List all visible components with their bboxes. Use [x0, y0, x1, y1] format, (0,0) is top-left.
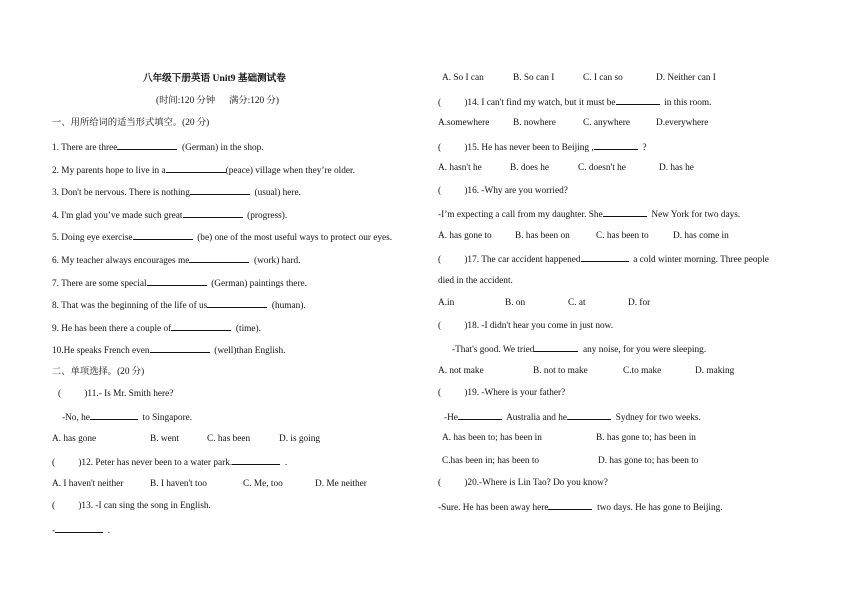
question-18-stem: ( )18. -I didn't hear you come in just now.	[438, 321, 614, 331]
exam-meta: (时间:120 分钟 满分:120 分)	[156, 96, 279, 106]
q15-option-a[interactable]: A. hasn't he	[438, 163, 482, 173]
q15-option-b[interactable]: B. does he	[510, 163, 549, 173]
q17-option-a[interactable]: A.in	[438, 298, 455, 308]
section2-heading: 二、单项选择。(20 分)	[52, 367, 145, 377]
question-2: 2. My parents hope to live in a (peace) village when they’re older.	[52, 163, 355, 177]
answer-blank[interactable]	[133, 230, 193, 240]
q17-option-c[interactable]: C. at	[568, 298, 586, 308]
answer-blank[interactable]	[90, 410, 138, 420]
answer-blank[interactable]	[183, 208, 243, 218]
q11-option-b[interactable]: B. went	[150, 434, 179, 444]
q11-option-d[interactable]: D. is going	[279, 434, 321, 444]
answer-blank[interactable]	[55, 523, 103, 533]
q18-option-a[interactable]: A. not make	[438, 366, 484, 376]
answer-blank[interactable]	[534, 342, 578, 352]
q12-option-c[interactable]: C. Me, too	[243, 479, 283, 489]
question-20-line2: -Sure. He has been away here two days. He has gone to Beijing.	[438, 500, 723, 514]
q14-option-d[interactable]: D.everywhere	[656, 118, 709, 128]
question-6: 6. My teacher always encourages me (work) hard.	[52, 253, 300, 267]
q18-option-b[interactable]: B. not to make	[533, 366, 588, 376]
question-11-stem: ( )11.- Is Mr. Smith here?	[58, 389, 174, 399]
q13-option-d[interactable]: D. Neither can I	[656, 73, 716, 83]
q12-option-b[interactable]: B. I haven't too	[150, 479, 207, 489]
q13-option-b[interactable]: B. So can I	[513, 73, 555, 83]
question-17-stem: ( )17. The car accident happened a cold winter morning. Three people	[438, 252, 769, 266]
answer-blank[interactable]	[616, 95, 660, 105]
question-13-stem: ( )13. -I can sing the song in English.	[52, 501, 211, 511]
q15-option-d[interactable]: D. has he	[659, 163, 694, 173]
question-14-stem: ( )14. I can't find my watch, but it must be in this room.	[438, 95, 711, 109]
answer-blank[interactable]	[567, 410, 611, 420]
q18-option-c[interactable]: C.to make	[623, 366, 662, 376]
q11-option-a[interactable]: A. has gone	[52, 434, 97, 444]
answer-blank[interactable]	[594, 140, 638, 150]
q17-option-b[interactable]: B. on	[505, 298, 526, 308]
answer-blank[interactable]	[207, 298, 267, 308]
q14-option-a[interactable]: A.somewhere	[438, 118, 490, 128]
q19-option-d[interactable]: D. has gone to; has been to	[598, 456, 699, 466]
q15-option-c[interactable]: C. doesn't he	[578, 163, 626, 173]
question-17-line2: died in the accident.	[438, 276, 513, 286]
question-1: 1. There are three (German) in the shop.	[52, 140, 264, 154]
answer-blank[interactable]	[166, 163, 226, 173]
q16-option-c[interactable]: C. has been to	[596, 231, 649, 241]
answer-blank[interactable]	[548, 500, 592, 510]
question-19-line2: -He Australia and he Sydney for two weeks.	[444, 410, 701, 424]
q16-option-a[interactable]: A. has gone to	[438, 231, 492, 241]
question-18-line2: -That's good. We tried any noise, for you were sleeping.	[452, 342, 706, 356]
answer-blank[interactable]	[189, 253, 249, 263]
q14-option-c[interactable]: C. anywhere	[583, 118, 630, 128]
q16-option-d[interactable]: D. has come in	[673, 231, 729, 241]
question-5: 5. Doing eye exercise (be) one of the most useful ways to protect our eyes.	[52, 230, 392, 244]
answer-blank[interactable]	[171, 321, 231, 331]
question-20-stem: ( )20.-Where is Lin Tao? Do you know?	[438, 478, 608, 488]
q16-option-b[interactable]: B. has been on	[515, 231, 570, 241]
question-4: 4. I'm glad you’ve made such great (progress).	[52, 208, 287, 222]
page-title: 八年级下册英语 Unit9 基础测试卷	[143, 73, 286, 84]
question-19-stem: ( )19. -Where is your father?	[438, 388, 566, 398]
q13-option-a[interactable]: A. So I can	[442, 73, 484, 83]
q19-option-c[interactable]: C.has been in; has been to	[442, 456, 540, 466]
q18-option-d[interactable]: D. making	[695, 366, 735, 376]
answer-blank[interactable]	[232, 455, 280, 465]
question-7: 7. There are some special (German) paintings there.	[52, 276, 307, 290]
question-3: 3. Don't be nervous. There is nothing (usual) here.	[52, 185, 301, 199]
question-16-line2: -I’m expecting a call from my daughter. She New York for two days.	[438, 207, 740, 221]
question-9: 9. He has been there a couple of (time).	[52, 321, 261, 335]
question-12-stem: ( )12. Peter has never been to a water park. .	[52, 455, 287, 469]
q17-option-d[interactable]: D. for	[628, 298, 651, 308]
section1-heading: 一、用所给词的适当形式填空。(20 分)	[52, 118, 210, 128]
q12-option-d[interactable]: D. Me neither	[315, 479, 367, 489]
answer-blank[interactable]	[190, 185, 250, 195]
answer-blank[interactable]	[150, 343, 210, 353]
answer-blank[interactable]	[147, 276, 207, 286]
question-11-line2: -No, he to Singapore.	[62, 410, 192, 424]
question-15-stem: ( )15. He has never been to Beijing , ?	[438, 140, 646, 154]
question-13-line2: - .	[52, 523, 110, 537]
q12-option-a[interactable]: A. I haven't neither	[52, 479, 124, 489]
answer-blank[interactable]	[603, 207, 647, 217]
q19-option-b[interactable]: B. has gone to; has been in	[596, 433, 696, 443]
q14-option-b[interactable]: B. nowhere	[513, 118, 556, 128]
answer-blank[interactable]	[458, 410, 502, 420]
q11-option-c[interactable]: C. has been	[207, 434, 251, 444]
q19-option-a[interactable]: A. has been to; has been in	[442, 433, 542, 443]
question-8: 8. That was the beginning of the life of us (human).	[52, 298, 306, 312]
question-10: 10.He speaks French even (well)than English.	[52, 343, 286, 357]
answer-blank[interactable]	[581, 252, 629, 262]
question-16-stem: ( )16. -Why are you worried?	[438, 186, 568, 196]
q13-option-c[interactable]: C. I can so	[583, 73, 623, 83]
answer-blank[interactable]	[117, 140, 177, 150]
